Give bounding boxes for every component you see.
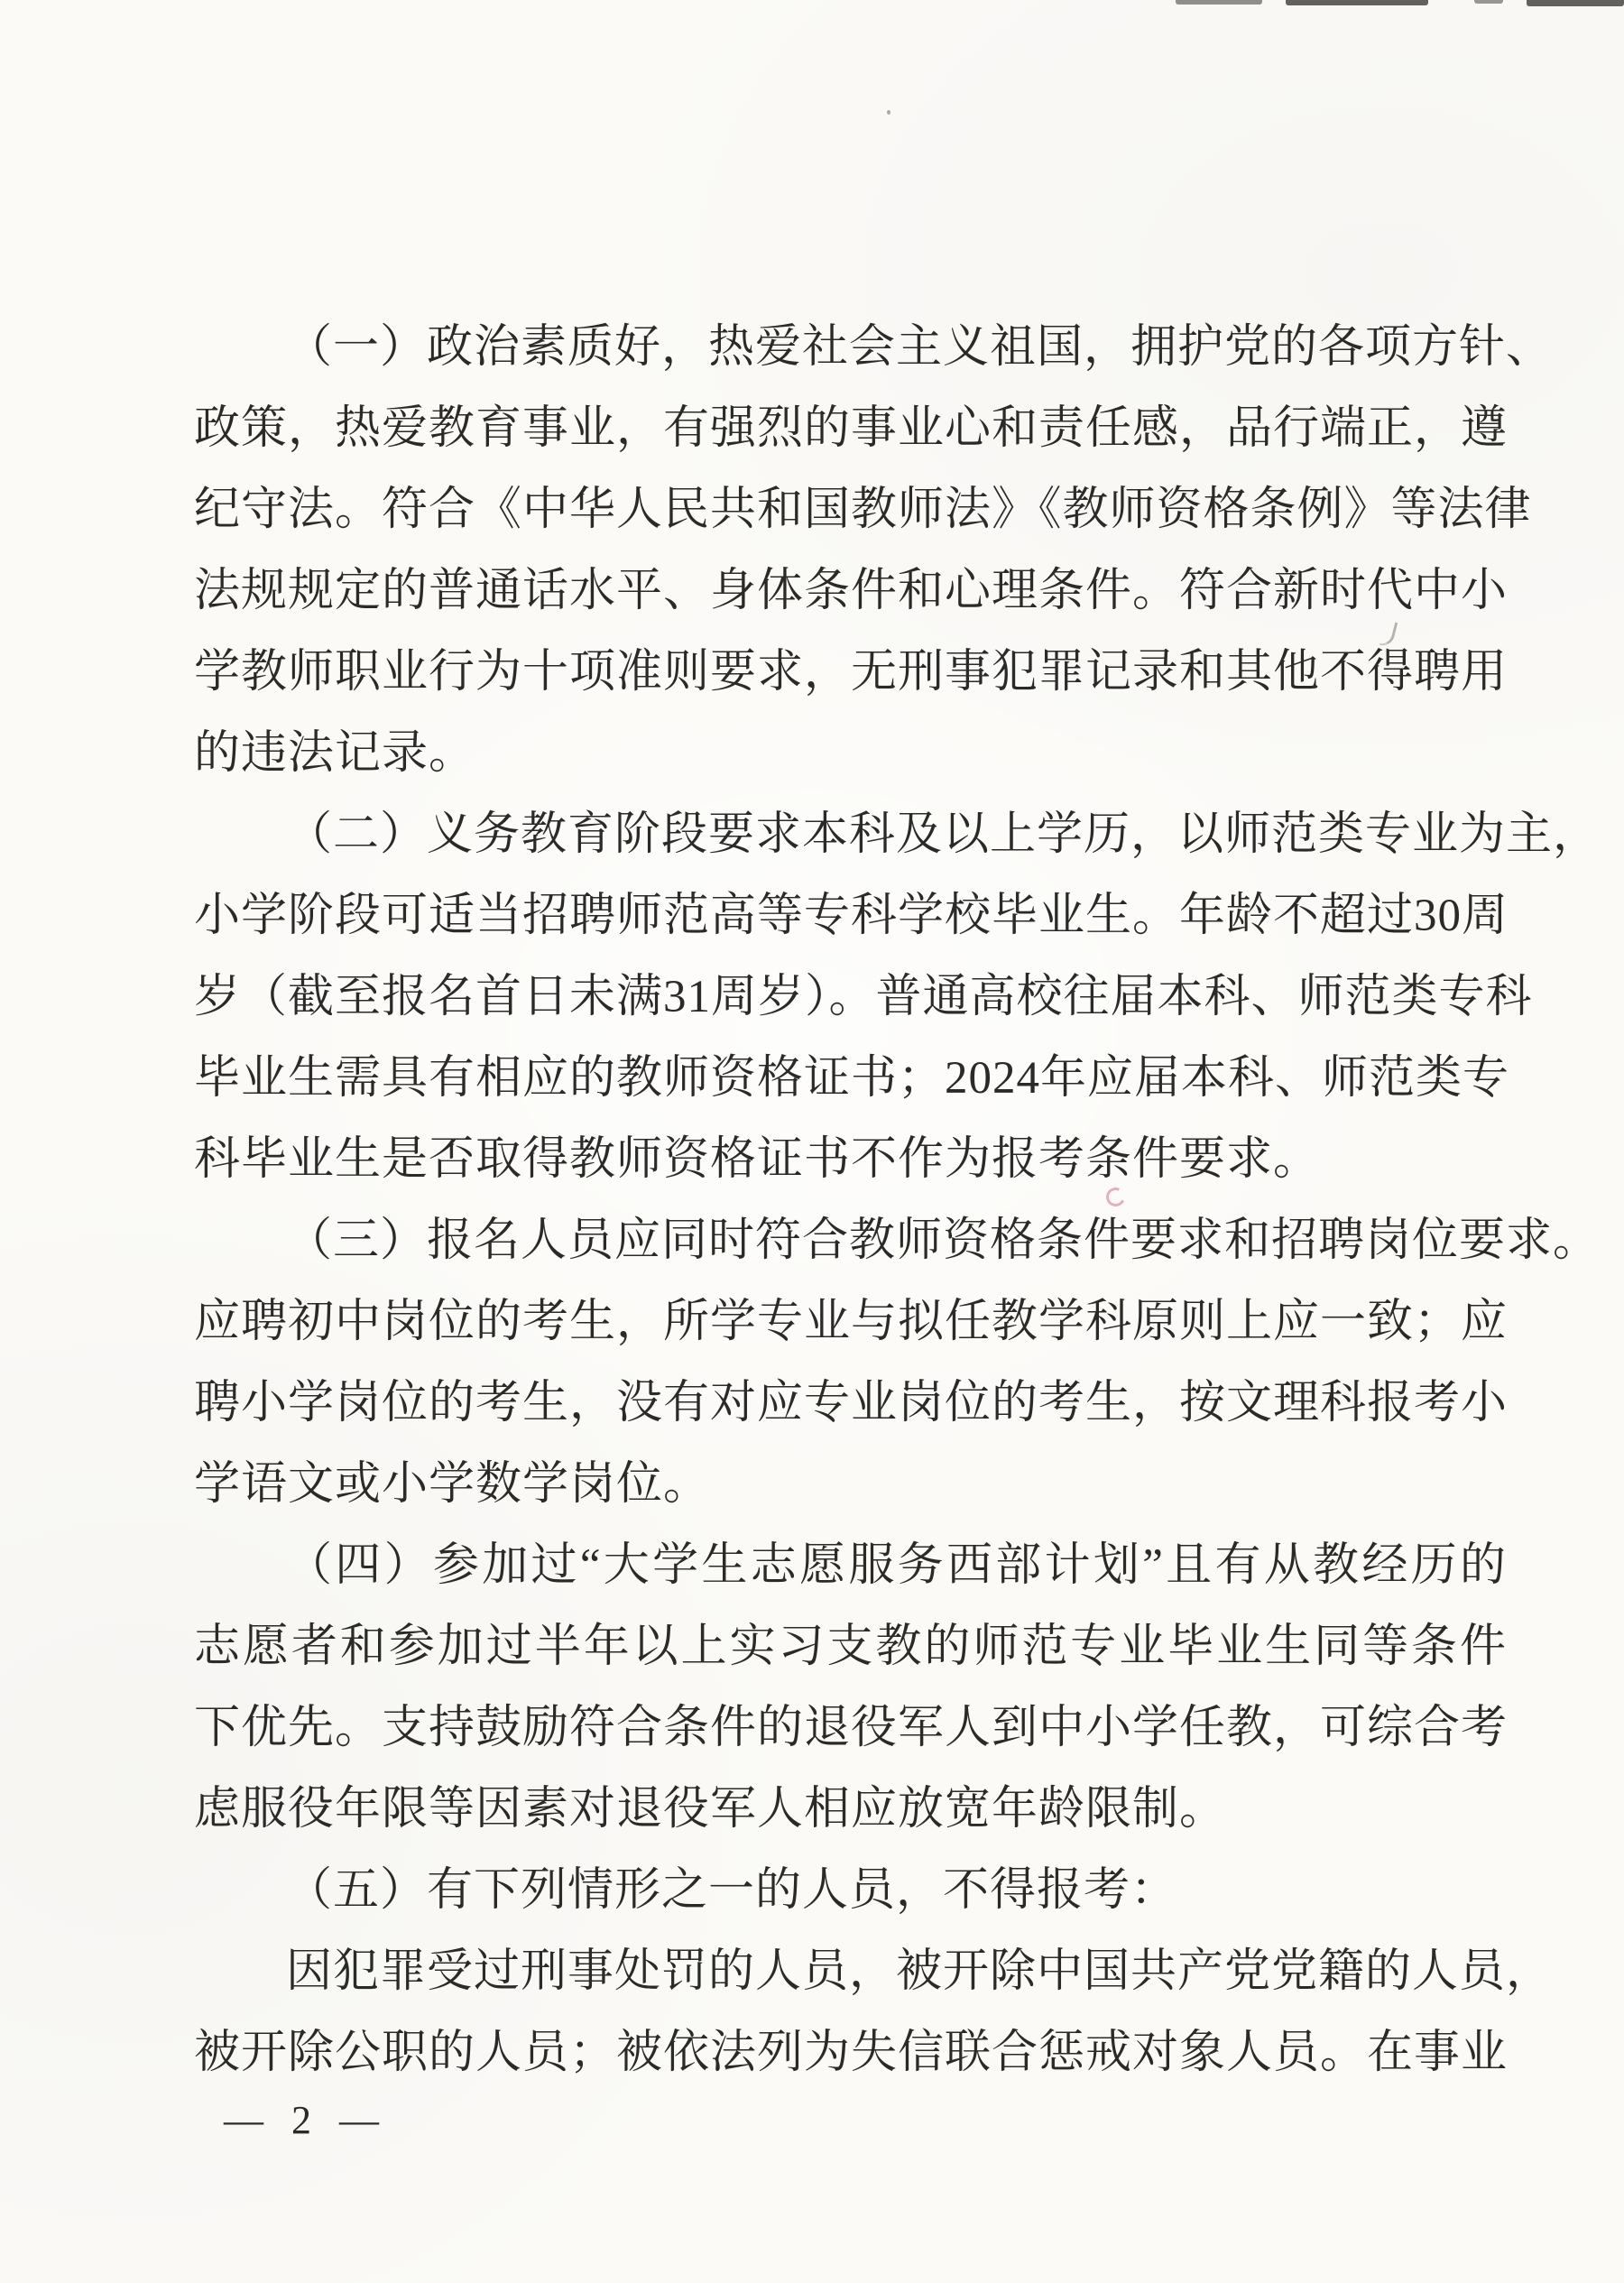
text-line: 下优先。支持鼓励符合条件的退役军人到中小学任教，可综合考: [194, 1703, 1509, 1753]
scan-edge-artifact: [1286, 0, 1428, 5]
text-line: （三）报名人员应同时符合教师资格条件要求和招聘岗位要求。: [286, 1215, 1601, 1266]
scan-edge-artifact: [1527, 0, 1624, 6]
dust-speck: [887, 110, 890, 115]
text-line: （五）有下列情形之一的人员，不得报考：: [286, 1865, 1178, 1916]
text-line: 学语文或小学数学岗位。: [194, 1459, 711, 1510]
scan-edge-artifact: [1176, 0, 1262, 5]
text-line: 岁（截至报名首日未满31周岁）。普通高校往届本科、师范类专科: [194, 972, 1533, 1022]
text-line: （四）参加过“大学生志愿服务西部计划”且有从教经历的: [286, 1540, 1507, 1591]
text-line: 纪守法。符合《中华人民共和国教师法》《教师资格条例》等法律: [194, 485, 1532, 535]
text-line: 科毕业生是否取得教师资格证书不作为报考条件要求。: [194, 1134, 1321, 1185]
page-number: — 2 —: [224, 2098, 381, 2142]
text-line: 法规规定的普通话水平、身体条件和心理条件。符合新时代中小: [194, 566, 1509, 616]
text-line: （一）政治素质好，热爱社会主义祖国，拥护党的各项方针、: [286, 322, 1554, 373]
scan-edge-artifact: [1474, 0, 1503, 4]
text-line: 学教师职业行为十项准则要求，无刑事犯罪记录和其他不得聘用: [194, 647, 1509, 698]
document-body: [194, 307, 1601, 2094]
text-line: 志愿者和参加过半年以上实习支教的师范专业毕业生同等条件: [194, 1622, 1507, 1672]
text-line: 小学阶段可适当招聘师范高等专科学校毕业生。年龄不超过30周: [194, 891, 1509, 941]
text-line: 被开除公职的人员；被依法列为失信联合惩戒对象人员。在事业: [194, 2028, 1509, 2078]
text-line: （二）义务教育阶段要求本科及以上学历，以师范类专业为主，: [286, 809, 1601, 860]
text-line: 因犯罪受过刑事处罚的人员，被开除中国共产党党籍的人员，: [286, 1946, 1554, 1997]
text-line: 聘小学岗位的考生，没有对应专业岗位的考生，按文理科报考小: [194, 1378, 1509, 1428]
text-line: 应聘初中岗位的考生，所学专业与拟任教学科原则上应一致；应: [194, 1297, 1509, 1347]
text-line: 毕业生需具有相应的教师资格证书；2024年应届本科、师范类专: [194, 1053, 1510, 1104]
text-line: 虑服役年限等因素对退役军人相应放宽年龄限制。: [194, 1784, 1227, 1835]
text-line: 政策，热爱教育事业，有强烈的事业心和责任感，品行端正，遵: [194, 403, 1509, 454]
text-line: 的违法记录。: [194, 728, 476, 779]
